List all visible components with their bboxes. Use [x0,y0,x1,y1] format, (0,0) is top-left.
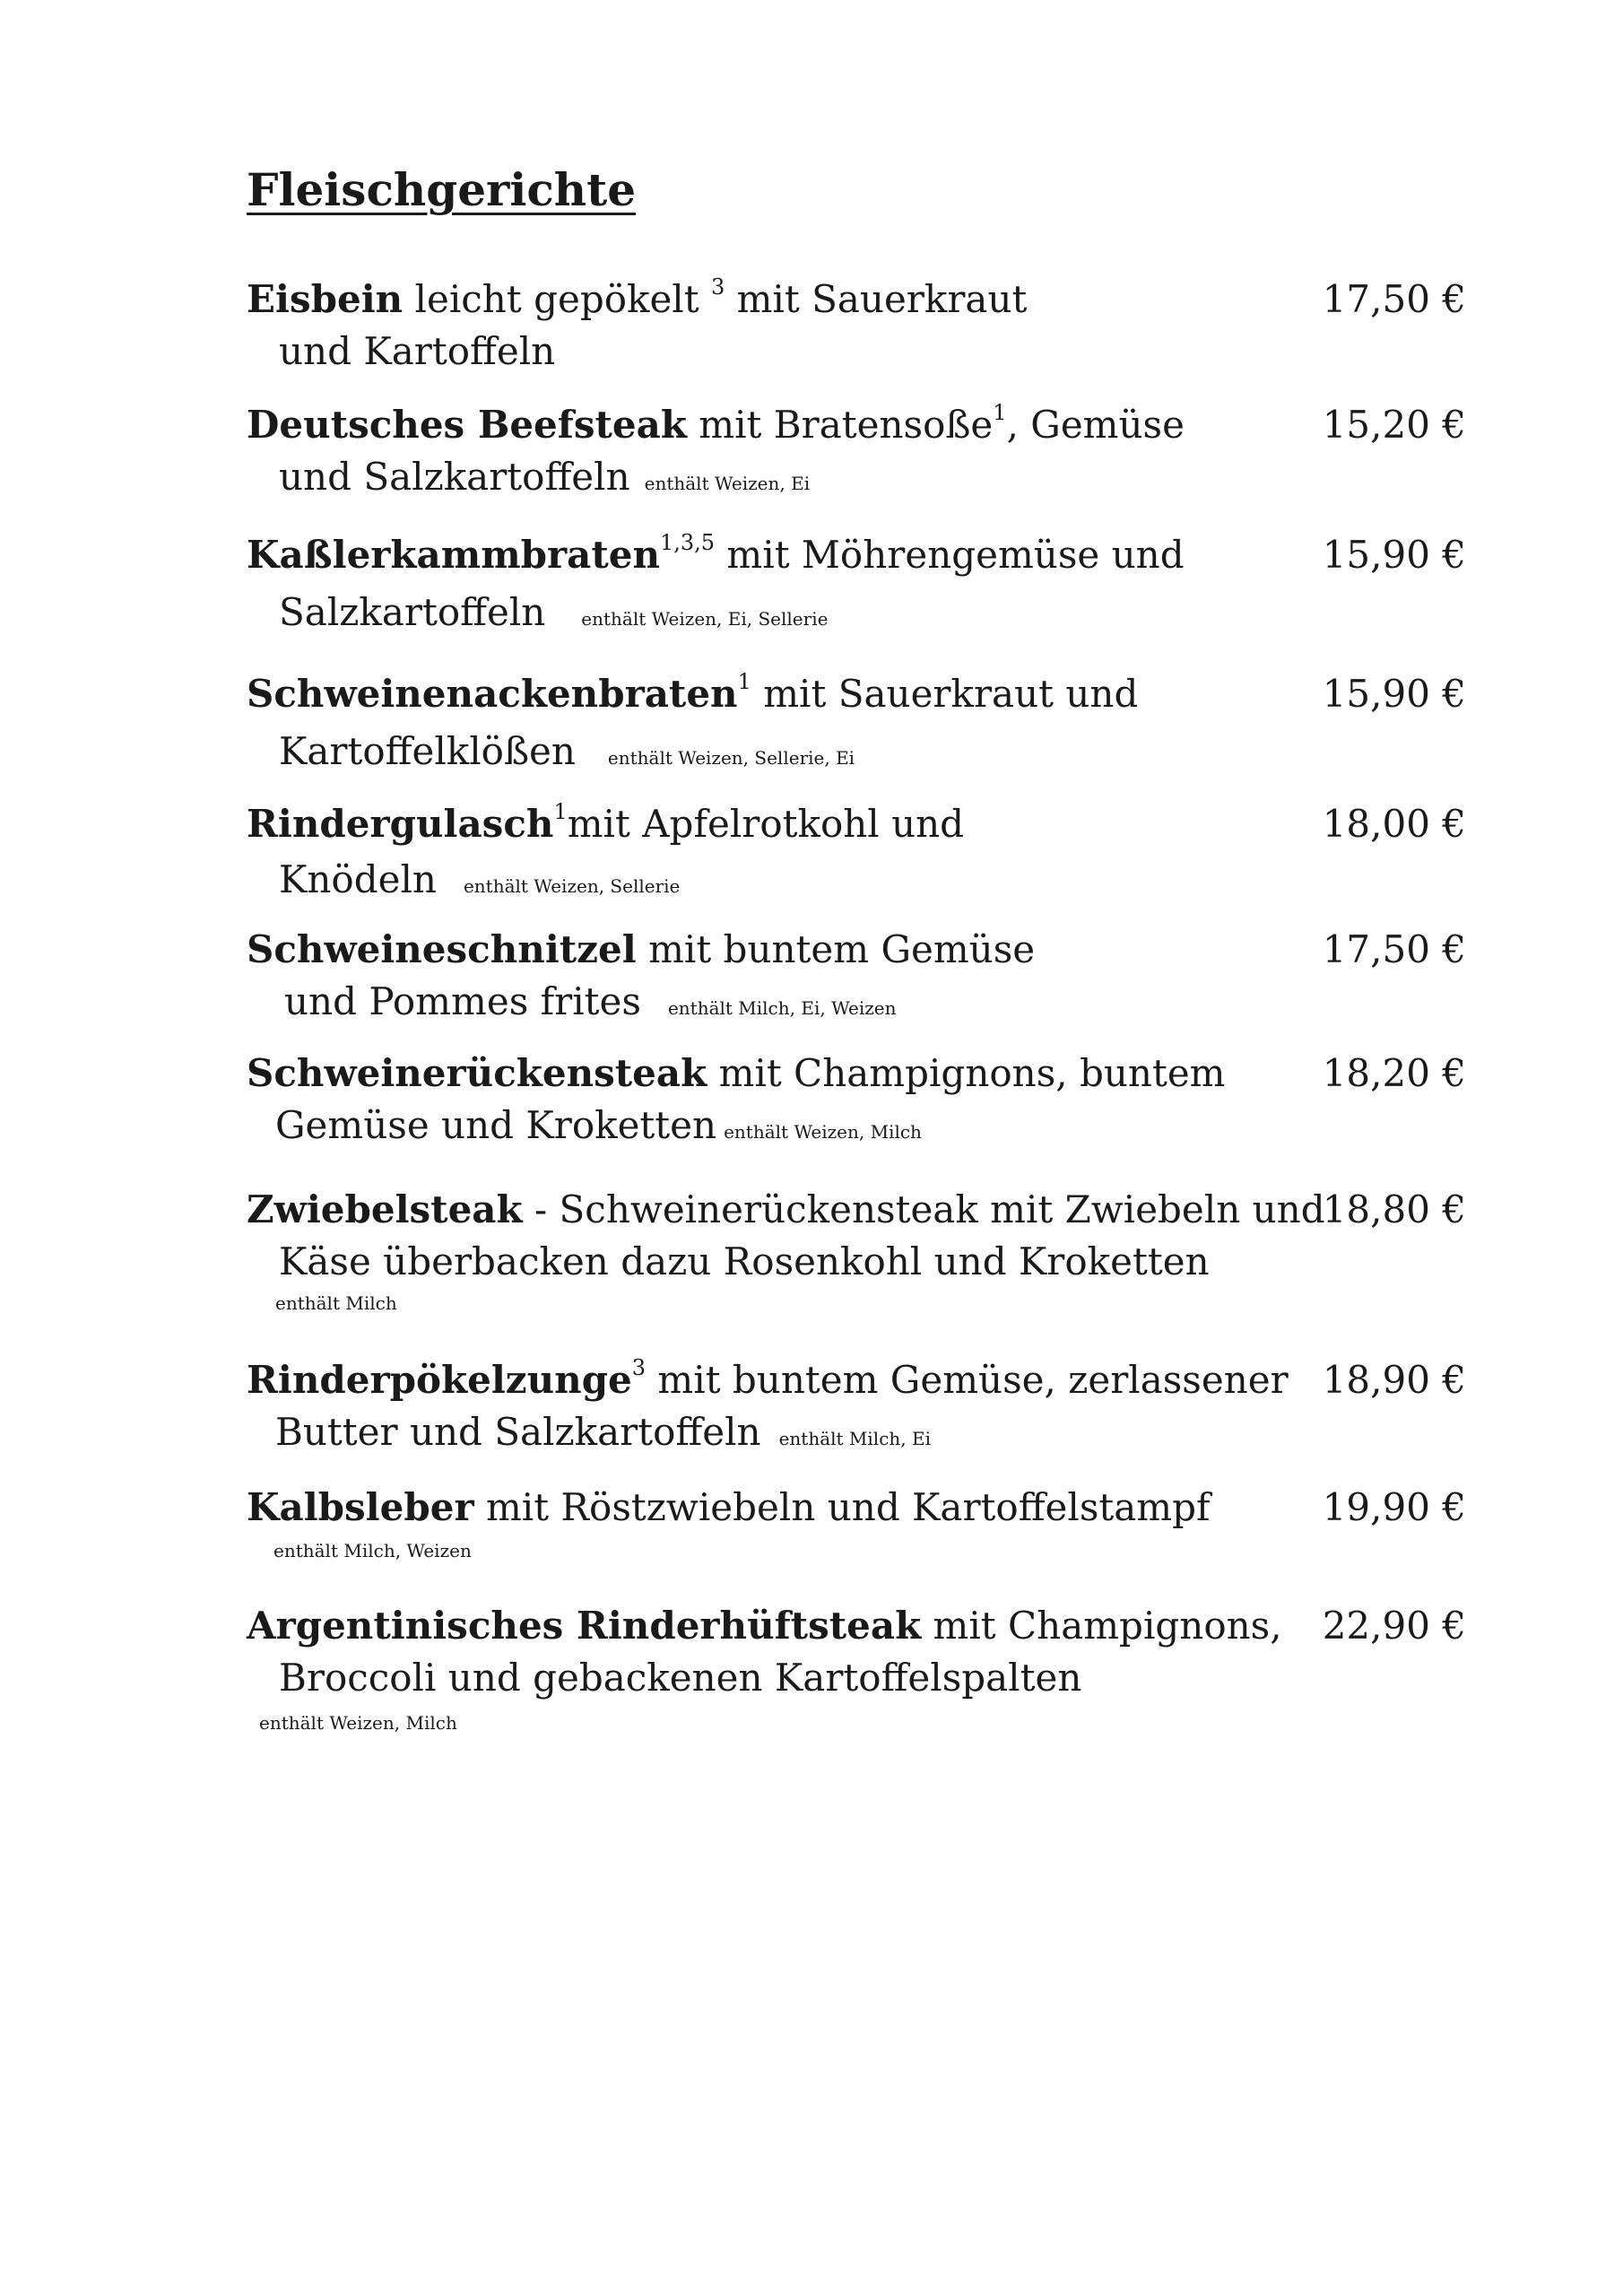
page-title: Fleischgerichte [247,163,637,216]
dish-price: 15,20 € [1322,403,1466,447]
dish-side [247,976,1466,1034]
dish-line [247,1600,1466,1652]
dish-side [247,1406,1466,1465]
allergen-note: enthält Weizen, Sellerie [463,875,681,897]
dish-description-cont: mit Möhrengemüse und [715,533,1185,577]
dish-line [247,924,1466,976]
dish-price: 18,90 € [1322,1358,1466,1402]
allergen-note: enthält Milch, Ei [778,1428,931,1449]
allergen-note: enthält Milch, Ei, Weizen [667,997,897,1019]
dish-side-text: Butter und Salzkartoffeln [275,1410,761,1454]
dish-description: - Schweinerückensteak mit Zwiebeln und [522,1187,1325,1231]
dish-side [247,587,1466,645]
dish-side-text: und Pommes frites [284,979,641,1023]
dish-name: Kaßlerkammbraten [247,533,660,577]
menu-item-rindergulasch [247,798,1466,912]
dish-description: mit Röstzwiebeln und Kartoffelstampf [473,1485,1211,1529]
dish-side [247,451,1466,509]
dish-name: Schweineschnitzel [247,927,637,971]
allergen-note: enthält Weizen, Milch [724,1121,922,1143]
additive-footnote: 3 [631,1355,647,1380]
dish-name: Zwiebelsteak [247,1187,523,1231]
dish-price: 17,50 € [1322,277,1466,321]
dish-name: Rinderpökelzunge [247,1358,632,1402]
menu-item-zwiebelsteak [247,1184,1466,1317]
dish-price: 18,20 € [1322,1051,1466,1095]
menu-item-schweineschnitzel [247,924,1466,1034]
menu-item-deutsches-beefsteak [247,399,1466,509]
dish-name: Kalbsleber [247,1485,474,1529]
dish-price: 18,80 € [1322,1187,1466,1231]
dish-description-cont: mit Sauerkraut [725,277,1028,321]
dish-description: mit Champignons, buntem [707,1051,1226,1095]
additive-footnote: 1,3,5 [660,530,716,555]
menu-item-eisbein [247,274,1466,378]
dish-name: Schweinenackenbraten [247,672,738,716]
allergen-note: enthält Weizen, Ei [644,473,811,494]
dish-price: 15,90 € [1322,672,1466,716]
menu-item-schweinerueckensteak [247,1048,1466,1158]
menu-item-rinderpoekelzunge [247,1354,1466,1465]
dish-name: Eisbein [247,277,404,321]
dish-price: 17,50 € [1322,927,1466,971]
dish-line [247,798,1466,850]
dish-name: Rindergulasch [247,802,554,846]
menu-item-kalbsleber [247,1482,1466,1564]
menu-item-argentinisches-rinderhueftsteak [247,1600,1466,1736]
dish-description-cont: , Gemüse [1006,403,1185,447]
dish-side-text: Gemüse und Kroketten [275,1103,717,1147]
dish-line [247,1482,1466,1534]
dish-name: Schweinerückensteak [247,1051,707,1095]
additive-footnote: 1 [553,799,568,824]
dish-side-text: und Salzkartoffeln [279,455,630,499]
dish-line [247,274,1466,326]
allergen-note: enthält Weizen, Sellerie, Ei [607,747,855,769]
dish-name: Deutsches Beefsteak [247,403,687,447]
dish-line [247,399,1466,451]
dish-side: Käse überbacken dazu Rosenkohl und Kroketten [279,1239,1210,1283]
dish-side [247,854,1466,912]
menu-item-schweinenackenbraten [247,668,1466,784]
dish-description: mit buntem Gemüse [636,927,1036,971]
dish-price: 19,90 € [1322,1485,1466,1529]
additive-footnote: 1 [993,400,1007,425]
dish-price: 22,90 € [1322,1604,1466,1648]
dish-description-cont: mit Apfelrotkohl und [567,802,965,846]
dish-description: mit Bratensoße [686,403,994,447]
dish-description-cont: mit Sauerkraut und [751,672,1139,716]
allergen-note: enthält Weizen, Milch [259,1712,457,1734]
dish-price: 18,00 € [1322,802,1466,846]
dish-side: und Kartoffeln [279,329,556,373]
dish-line [247,1048,1466,1100]
dish-description: leicht gepökelt [403,277,711,321]
dish-description-cont: mit buntem Gemüse, zerlassener [646,1358,1289,1402]
dish-side: Broccoli und gebackenen Kartoffelspalten [279,1656,1082,1700]
dish-line [247,1354,1466,1406]
dish-line [247,1184,1466,1236]
allergen-note: enthält Milch [275,1292,397,1314]
dish-line [247,668,1466,720]
allergen-note: enthält Weizen, Ei, Sellerie [581,608,829,630]
dish-side [247,1100,1466,1158]
menu-item-kasslerkammbraten [247,529,1466,645]
dish-name: Argentinisches Rinderhüftsteak [247,1604,922,1648]
dish-side-text: Salzkartoffeln [279,590,546,634]
additive-footnote: 3 [710,274,725,300]
allergen-note: enthält Milch, Weizen [273,1540,472,1561]
dish-description: mit Champignons, [921,1604,1282,1648]
dish-price: 15,90 € [1322,533,1466,577]
dish-side-text: Kartoffelklößen [279,729,576,773]
dish-side [247,726,1466,784]
additive-footnote: 1 [737,669,751,694]
dish-line [247,529,1466,581]
dish-side-text: Knödeln [279,857,437,901]
